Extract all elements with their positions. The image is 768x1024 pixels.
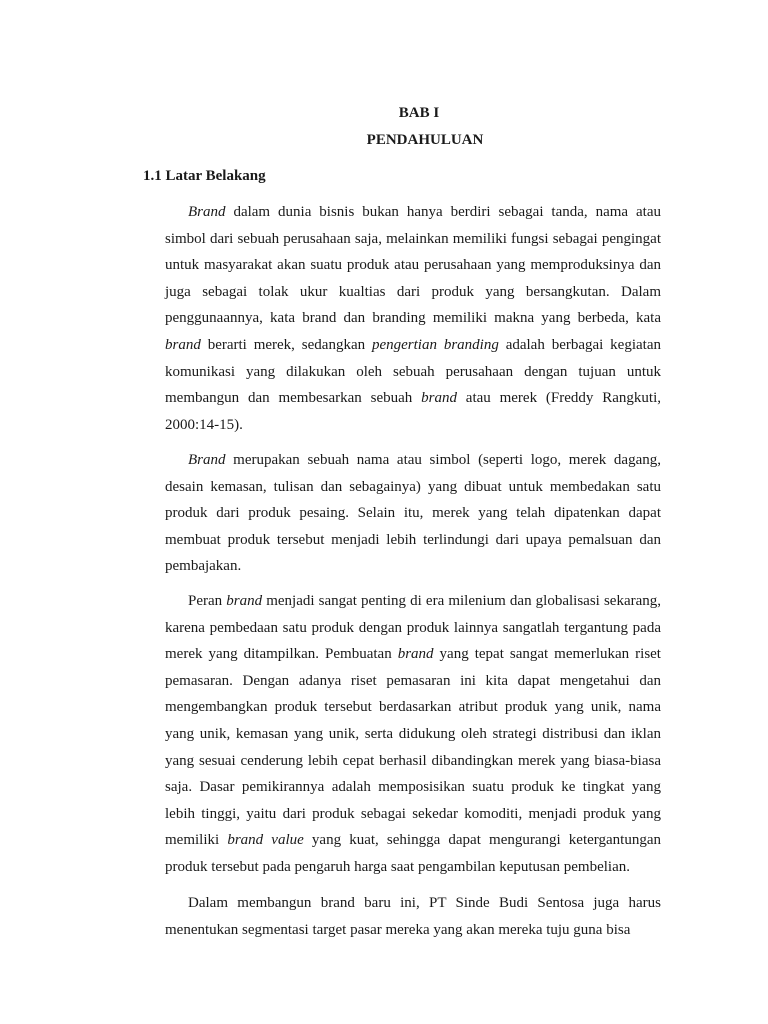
italic-term: brand	[226, 593, 263, 609]
body-paragraph-1	[165, 199, 661, 438]
italic-term: brand	[421, 390, 457, 407]
italic-term: Brand	[188, 452, 226, 468]
italic-term: brand	[397, 646, 434, 663]
body-paragraph-4	[165, 890, 661, 943]
paragraph-text: Dalam membangun brand baru ini, PT Sinde Budi Sentosa juga harus menentukan segmentasi target pasar mereka yang akan mereka tuju guna bisa	[165, 895, 661, 938]
paragraph-text: yang kuat, sehingga dapat mengurangi ketergantungan produk tersebut pada pengaruh harga saat pengambilan keputusan pembelian.	[165, 832, 661, 875]
paragraph-text: dalam dunia bisnis bukan hanya berdiri sebagai tanda, nama atau simbol dari sebuah perusahaan saja, melainkan memiliki fungsi sebagai pengingat untuk masyarakat akan suatu produk atau perusahaan yang memproduksinya dan juga sebagai tolak ukur kualtias dari produk yang bersangkutan. Dalam penggunaannya, kata brand dan branding memiliki makna yang berbeda, kata	[165, 204, 661, 327]
paragraph-text: berarti merek, sedangkan	[200, 336, 372, 353]
paragraph-text: merupakan sebuah nama atau simbol (seperti logo, merek dagang, desain kemasan, tulisan dan sebagainya) yang dibuat untuk membedakan satu produk dari produk pesaing. Selain itu, merek yang telah dipatenkan dapat membuat produk tersebut menjadi lebih terlindungi dari upaya pemalsuan dan pembajakan.	[165, 452, 661, 575]
italic-term: brand	[165, 336, 201, 353]
chapter-number: BAB I	[398, 105, 440, 121]
paragraph-text: yang tepat sangat memerlukan riset pemasaran. Dengan adanya riset pemasaran ini kita dapat mengetahui dan mengembangkan produk tersebut berdasarkan atribut produk yang unik, nama yang unik, kemasan yang unik, serta didukung oleh strategi distribusi dan iklan yang sesuai cenderung lebih cepat berhasil dibandingkan merek yang biasa-biasa saja. Dasar pemikirannya adalah memposisikan suatu produk ke tingkat yang lebih tinggi, yaitu dari produk sebagai sekedar komoditi, menjadi produk yang memiliki	[165, 646, 661, 849]
chapter-title: PENDAHULUAN	[366, 132, 484, 148]
section-heading: 1.1 Latar Belakang	[143, 168, 266, 184]
body-paragraph-2	[165, 447, 661, 580]
body-paragraph-3	[165, 588, 661, 881]
paragraph-text: adalah berbagai kegiatan komunikasi yang dilakukan oleh sebuah perusahaan dengan tujuan untuk membangun dan membesarkan sebuah	[165, 336, 661, 407]
italic-term: pengertian branding	[371, 336, 499, 353]
italic-term: brand value	[227, 832, 304, 849]
paragraph-text: menjadi sangat penting di era milenium dan globalisasi sekarang, karena pembedaan satu produk dengan produk lainnya sangatlah tergantung pada merek yang ditampilkan. Pembuatan	[165, 593, 662, 663]
paragraph-text: atau merek (Freddy Rangkuti, 2000:14-15).	[165, 390, 661, 433]
paragraph-text: Peran	[188, 593, 227, 609]
italic-term: Brand	[188, 204, 226, 220]
